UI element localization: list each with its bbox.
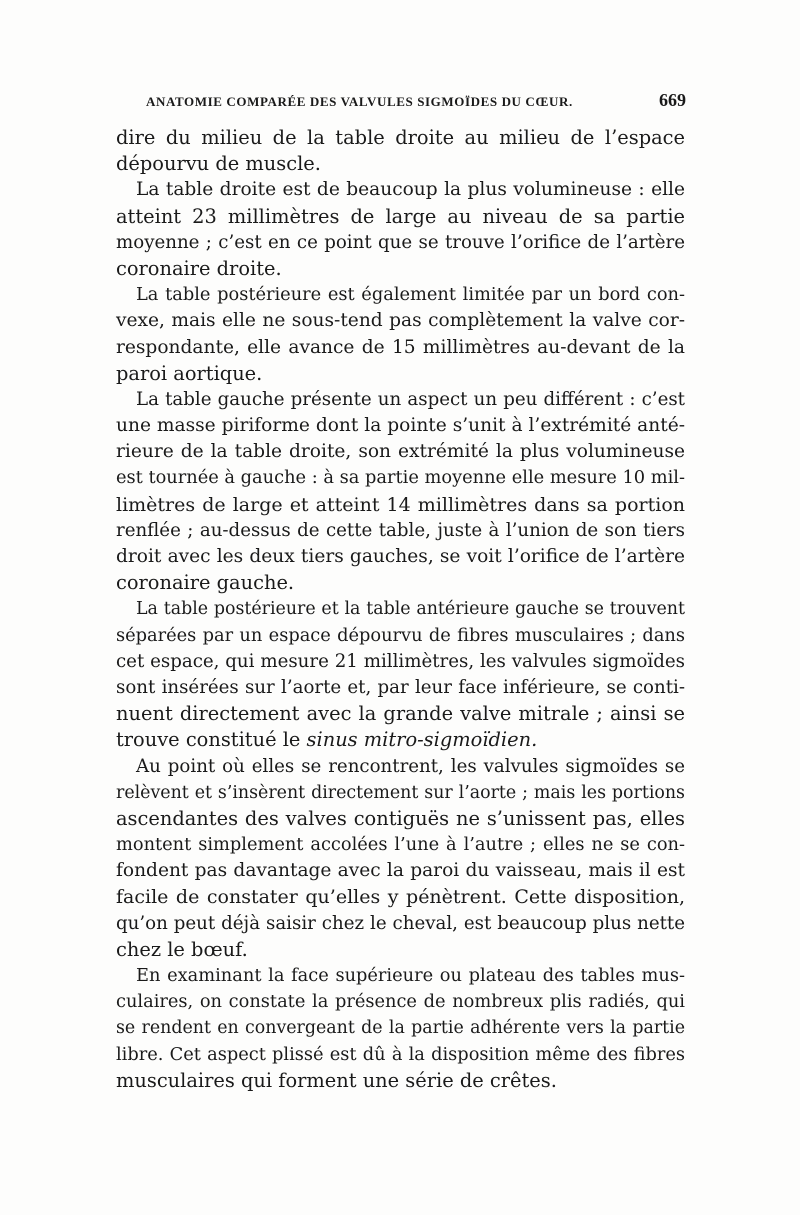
text-line [116, 989, 685, 1015]
line-text: est tournée à gauche : à sa partie moyenne elle mesure 10 mil- [116, 467, 685, 489]
line-text: La table gauche présente un aspect un peu différent : c’est [136, 388, 685, 410]
line-text: trouve constitué le [116, 728, 307, 752]
line-text: libre. Cet aspect plissé est dû à la disposition même des fibres [116, 1043, 685, 1065]
text-line [116, 282, 685, 308]
text-line [116, 256, 685, 282]
running-header [116, 90, 686, 114]
body-text [116, 125, 685, 1094]
line-text: une masse piriforme dont la pointe s’unit à l’extrémité anté- [116, 415, 685, 437]
line-text: relèvent et s’insèrent directement sur l’aorte ; mais les portions [116, 782, 685, 803]
text-line [116, 465, 685, 491]
text-line [116, 570, 685, 596]
text-line [116, 963, 685, 989]
text-line [116, 806, 685, 832]
text-line [116, 230, 685, 256]
line-text: En examinant la face supérieure ou plateau des tables mus- [136, 965, 685, 986]
text-line [116, 1042, 685, 1068]
text-line [116, 649, 685, 675]
line-text: limètres de large et atteint 14 millimètres dans sa portion [116, 493, 685, 516]
text-line [116, 544, 685, 570]
line-text: cet espace, qui mesure 21 millimètres, les valvules sigmoïdes [116, 650, 685, 672]
text-line [116, 177, 685, 203]
text-line [116, 596, 685, 622]
text-line [116, 361, 685, 387]
text-line [116, 1068, 685, 1094]
text-line [116, 701, 685, 727]
line-text: culaires, on constate la présence de nombreux plis radiés, qui [116, 991, 685, 1013]
line-text: nuent directement avec la grande valve mitrale ; ainsi se [116, 702, 685, 726]
italic-term: sinus mitro-sigmoïdien. [306, 728, 538, 752]
line-text: sont insérées sur l’aorte et, par leur face inférieure, se conti- [116, 676, 685, 698]
text-line [116, 492, 685, 518]
line-text: paroi aortique. [116, 361, 263, 385]
line-text: se rendent en convergeant de la partie adhérente vers la partie [116, 1018, 685, 1039]
text-line [116, 832, 685, 858]
running-title: ANATOMIE COMPARÉE DES VALVULES SIGMOÏDES DU CŒUR. [146, 94, 573, 109]
line-text: renflée ; au-dessus de cette table, juste à l’union de son tiers [116, 519, 685, 541]
line-text: séparées par un espace dépourvu de fibres musculaires ; dans [116, 624, 685, 646]
line-text: facile de constater qu’elles y pénètrent. Cette disposition, [116, 886, 685, 909]
line-text: vexe, mais elle ne sous-tend pas complètement la valve cor- [116, 310, 685, 332]
text-line [116, 727, 685, 753]
line-text: coronaire droite. [116, 256, 282, 280]
line-text: rieure de la table droite, son extrémité la plus volumineuse [116, 441, 685, 463]
text-line [116, 937, 685, 963]
text-line [116, 1015, 685, 1041]
text-line [116, 125, 685, 151]
text-line [116, 204, 685, 230]
text-line [116, 335, 685, 361]
line-text: moyenne ; c’est en ce point que se trouve l’orifice de l’artère [116, 231, 685, 253]
text-line [116, 308, 685, 334]
line-text: dépourvu de muscle. [116, 152, 321, 176]
line-text: dire du milieu de la table droite au milieu de l’espace [116, 126, 685, 149]
text-line [116, 884, 685, 910]
line-text: fondent pas davantage avec la paroi du vaisseau, mais il est [116, 860, 685, 882]
line-text: respondante, elle avance de 15 millimètres au-devant de la [116, 336, 685, 358]
text-line [116, 623, 685, 649]
line-text: musculaires qui forment une série de crêtes. [116, 1068, 557, 1092]
line-text: coronaire gauche. [116, 571, 295, 595]
line-text: qu’on peut déjà saisir chez le cheval, est beaucoup plus nette [116, 912, 685, 934]
line-text: droit avec les deux tiers gauches, se voit l’orifice de l’artère [116, 546, 685, 567]
line-text: montent simplement accolées l’une à l’autre ; elles ne se con- [116, 834, 685, 856]
line-text: La table postérieure et la table antérieure gauche se trouvent [136, 599, 685, 620]
text-line [116, 151, 685, 177]
line-text: chez le bœuf. [116, 937, 248, 961]
text-line [116, 439, 685, 465]
line-text: atteint 23 millimètres de large au niveau de sa partie [116, 204, 685, 228]
text-line [116, 413, 685, 439]
line-text: La table postérieure est également limitée par un bord con- [136, 284, 685, 306]
text-line [116, 754, 685, 780]
line-text: La table droite est de beaucoup la plus volumineuse : elle [136, 179, 685, 201]
line-text: Au point où elles se rencontrent, les valvules sigmoïdes se [136, 755, 685, 777]
text-line [116, 858, 685, 884]
text-line [116, 387, 685, 413]
line-text: ascendantes des valves contiguës ne s’unissent pas, elles [116, 806, 685, 830]
text-line [116, 518, 685, 544]
text-line [116, 780, 685, 806]
text-line [116, 675, 685, 701]
text-line [116, 911, 685, 937]
page-number: 669 [659, 90, 686, 110]
